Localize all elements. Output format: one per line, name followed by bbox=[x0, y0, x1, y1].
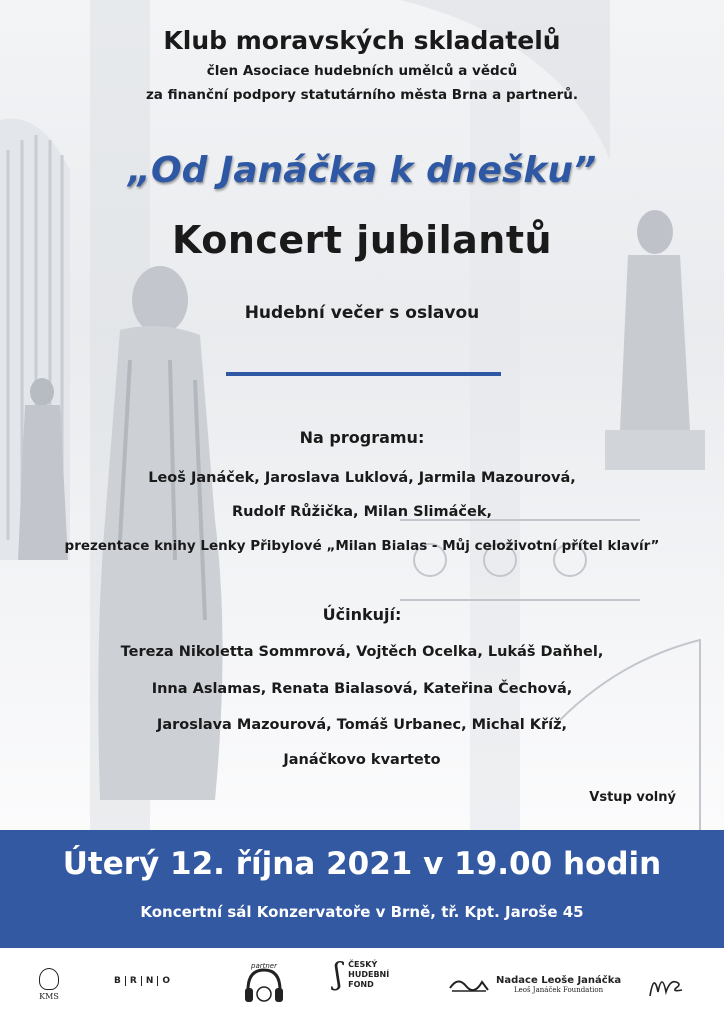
signature-logo-icon bbox=[646, 966, 686, 1002]
partner-headphones-logo bbox=[240, 960, 288, 1008]
membership-line: člen Asociace hudebních umělců a vědců bbox=[206, 63, 518, 79]
performers-line: Tereza Nikoletta Sommrová, Vojtěch Ocelka, Lukáš Daňhel, bbox=[120, 644, 604, 660]
brno-logo: B R N O bbox=[110, 976, 174, 986]
program-line: Rudolf Růžička, Milan Slimáček, bbox=[231, 504, 493, 520]
performers-line: Janáčkovo kvarteto bbox=[283, 752, 441, 768]
kms-face-icon bbox=[39, 968, 59, 990]
sponsor-logos bbox=[0, 948, 724, 1024]
svg-text:partner: partner bbox=[251, 962, 277, 970]
motto-title: „Od Janáčka k dnešku” bbox=[127, 150, 597, 191]
program-heading: Na programu: bbox=[299, 428, 425, 447]
fond-symbol-icon: ʃ bbox=[334, 957, 343, 992]
program-line: Leoš Janáček, Jaroslava Luklová, Jarmila Mazourová, bbox=[148, 470, 576, 486]
kms-logo: KMS bbox=[34, 968, 64, 1001]
janacek-signature-icon bbox=[448, 974, 490, 994]
performers-heading: Účinkují: bbox=[322, 605, 402, 624]
support-line: za finanční podpory statutárního města Brna a partnerů. bbox=[145, 87, 579, 103]
free-entry-note: Vstup volný bbox=[589, 790, 676, 805]
nadace-janacka-logo: Nadace Leoše Janáčka Leoš Janáček Foundation bbox=[448, 974, 621, 994]
event-venue: Koncertní sál Konzervatoře v Brně, tř. Kpt. Jaroše 45 bbox=[140, 903, 584, 921]
blue-divider bbox=[226, 372, 501, 376]
cesky-hudebni-fond-logo: ʃ ČESKÝ HUDEBNÍ FOND bbox=[334, 957, 390, 992]
club-title: Klub moravských skladatelů bbox=[163, 26, 561, 55]
event-date: Úterý 12. října 2021 v 19.00 hodin bbox=[62, 846, 662, 882]
performers-line: Jaroslava Mazourová, Tomáš Urbanec, Michal Kříž, bbox=[156, 717, 568, 733]
performers-line: Inna Aslamas, Renata Bialasová, Kateřina Čechová, bbox=[151, 681, 573, 697]
concert-title: Koncert jubilantů bbox=[171, 218, 553, 262]
evening-subtitle: Hudební večer s oslavou bbox=[244, 303, 480, 323]
program-line: prezentace knihy Lenky Přibylové „Milan Bialas - Můj celoživotní přítel klavír” bbox=[64, 538, 660, 554]
